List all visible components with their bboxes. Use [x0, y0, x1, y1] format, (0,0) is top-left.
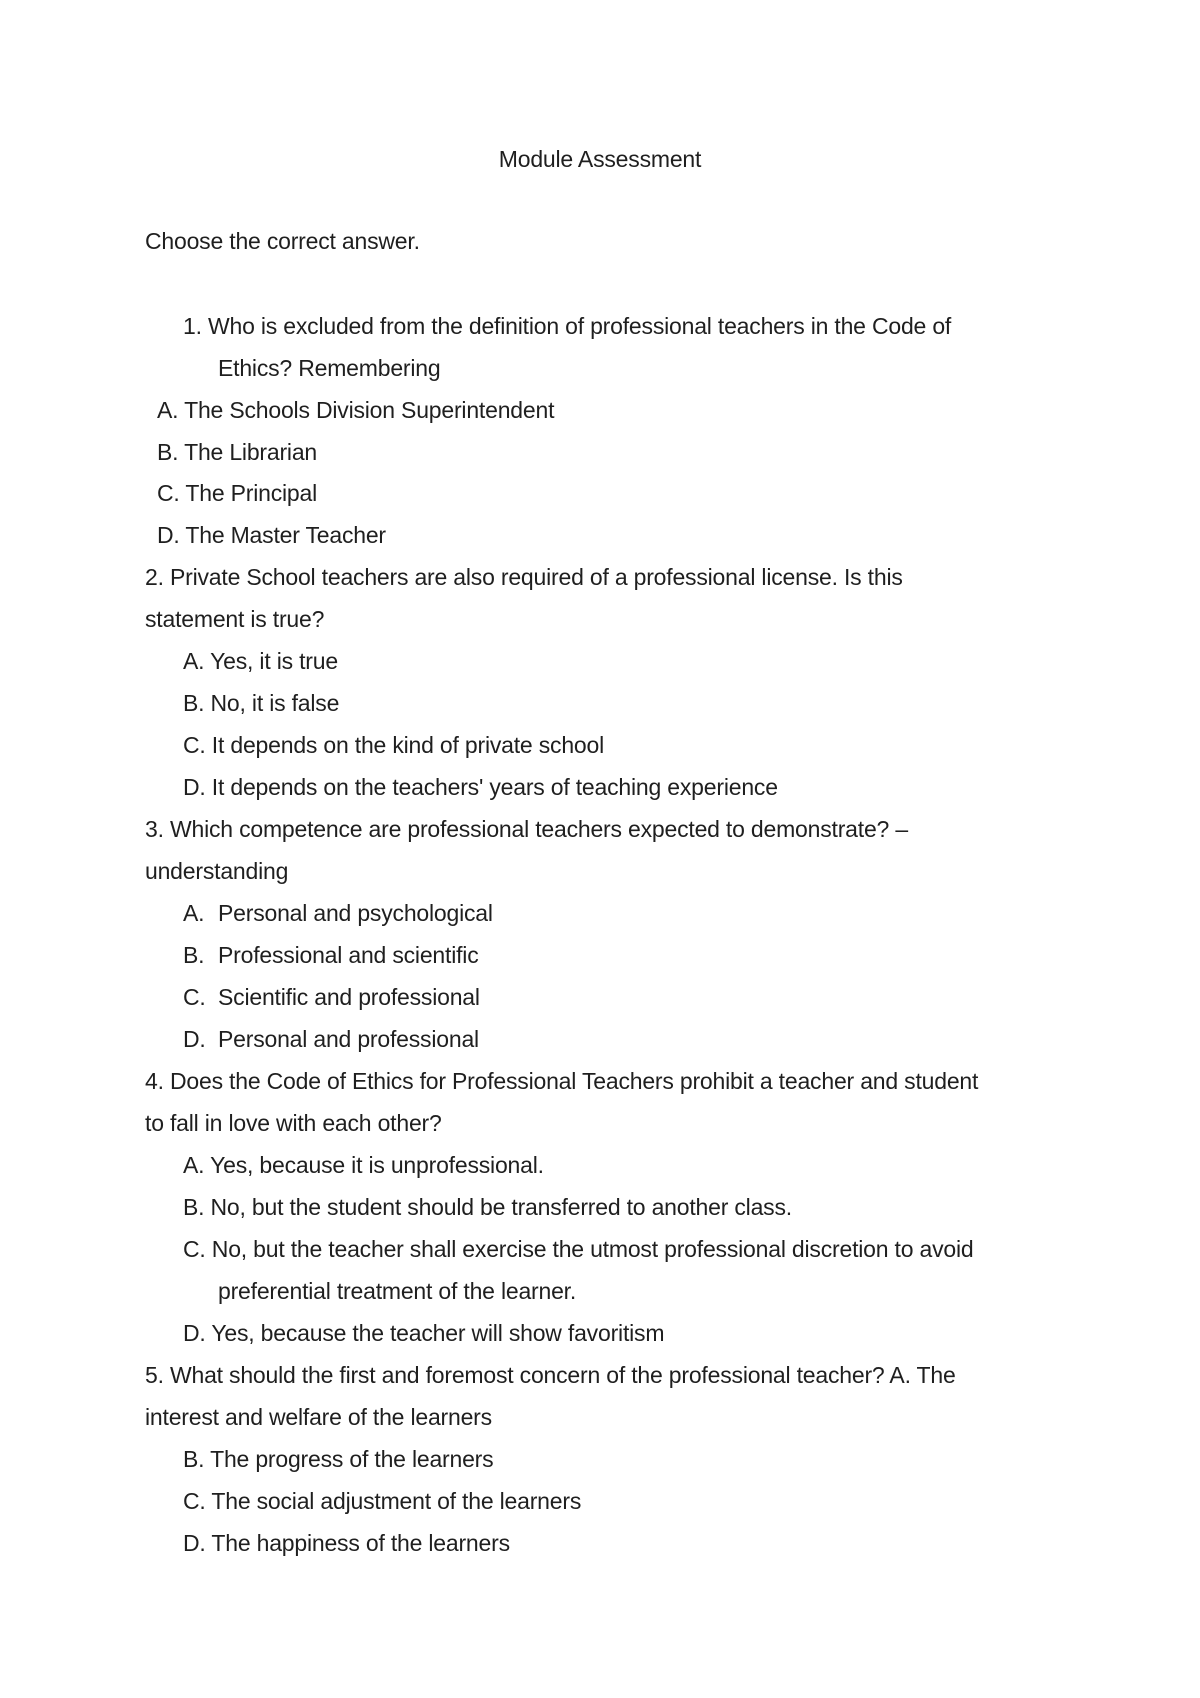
question-2-stem-line-2: statement is true?	[145, 606, 325, 632]
document-title: Module Assessment	[498, 146, 702, 172]
question-1-option-a: A. The Schools Division Superintendent	[157, 397, 555, 423]
question-4-option-c: C. No, but the teacher shall exercise the utmost professional discretion to avoid	[183, 1236, 974, 1262]
question-4-option-d: D. Yes, because the teacher will show favoritism	[183, 1320, 665, 1346]
question-5-stem-line-1: 5. What should the first and foremost concern of the professional teacher? A. The	[145, 1362, 956, 1388]
question-3-option-a-text: Personal and psychological	[218, 900, 493, 926]
question-3-option-b-text: Professional and scientific	[218, 942, 479, 968]
question-5-option-d: D. The happiness of the learners	[183, 1530, 510, 1556]
question-1-stem-line-1: 1. Who is excluded from the definition of professional teachers in the Code of	[183, 313, 952, 339]
question-3-option-c-text: Scientific and professional	[218, 984, 480, 1010]
question-1-stem-line-2: Ethics? Remembering	[218, 355, 441, 381]
question-4-stem-line-2: to fall in love with each other?	[145, 1110, 442, 1136]
question-2-option-a: A. Yes, it is true	[183, 648, 338, 674]
question-2-option-c: C. It depends on the kind of private school	[183, 732, 604, 758]
question-1-option-c: C. The Principal	[157, 480, 318, 506]
question-3-option-d-letter: D.	[183, 1026, 206, 1052]
question-5-option-b: B. The progress of the learners	[183, 1446, 494, 1472]
question-2-stem-line-1: 2. Private School teachers are also required of a professional license. Is this	[145, 564, 903, 590]
question-3-option-a-letter: A.	[183, 900, 205, 926]
question-3-stem-line-2: understanding	[145, 858, 289, 884]
question-3-option-d-text: Personal and professional	[218, 1026, 479, 1052]
question-1-option-d: D. The Master Teacher	[157, 522, 386, 548]
question-5-option-c: C. The social adjustment of the learners	[183, 1488, 582, 1514]
question-5-stem-line-2: interest and welfare of the learners	[145, 1404, 492, 1430]
question-4-stem-line-1: 4. Does the Code of Ethics for Professional Teachers prohibit a teacher and student	[145, 1068, 979, 1094]
instruction-text: Choose the correct answer.	[145, 228, 420, 254]
question-2-option-b: B. No, it is false	[183, 690, 340, 716]
question-2-option-d: D. It depends on the teachers' years of teaching experience	[183, 774, 778, 800]
question-4-option-b: B. No, but the student should be transferred to another class.	[183, 1194, 792, 1220]
question-3-stem-line-1: 3. Which competence are professional teachers expected to demonstrate? –	[145, 816, 908, 842]
question-3-option-b-letter: B.	[183, 942, 205, 968]
question-4-option-a: A. Yes, because it is unprofessional.	[183, 1152, 544, 1178]
question-3-option-c-letter: C.	[183, 984, 206, 1010]
question-1-option-b: B. The Librarian	[157, 439, 318, 465]
question-4-option-c-continued: preferential treatment of the learner.	[218, 1278, 577, 1304]
